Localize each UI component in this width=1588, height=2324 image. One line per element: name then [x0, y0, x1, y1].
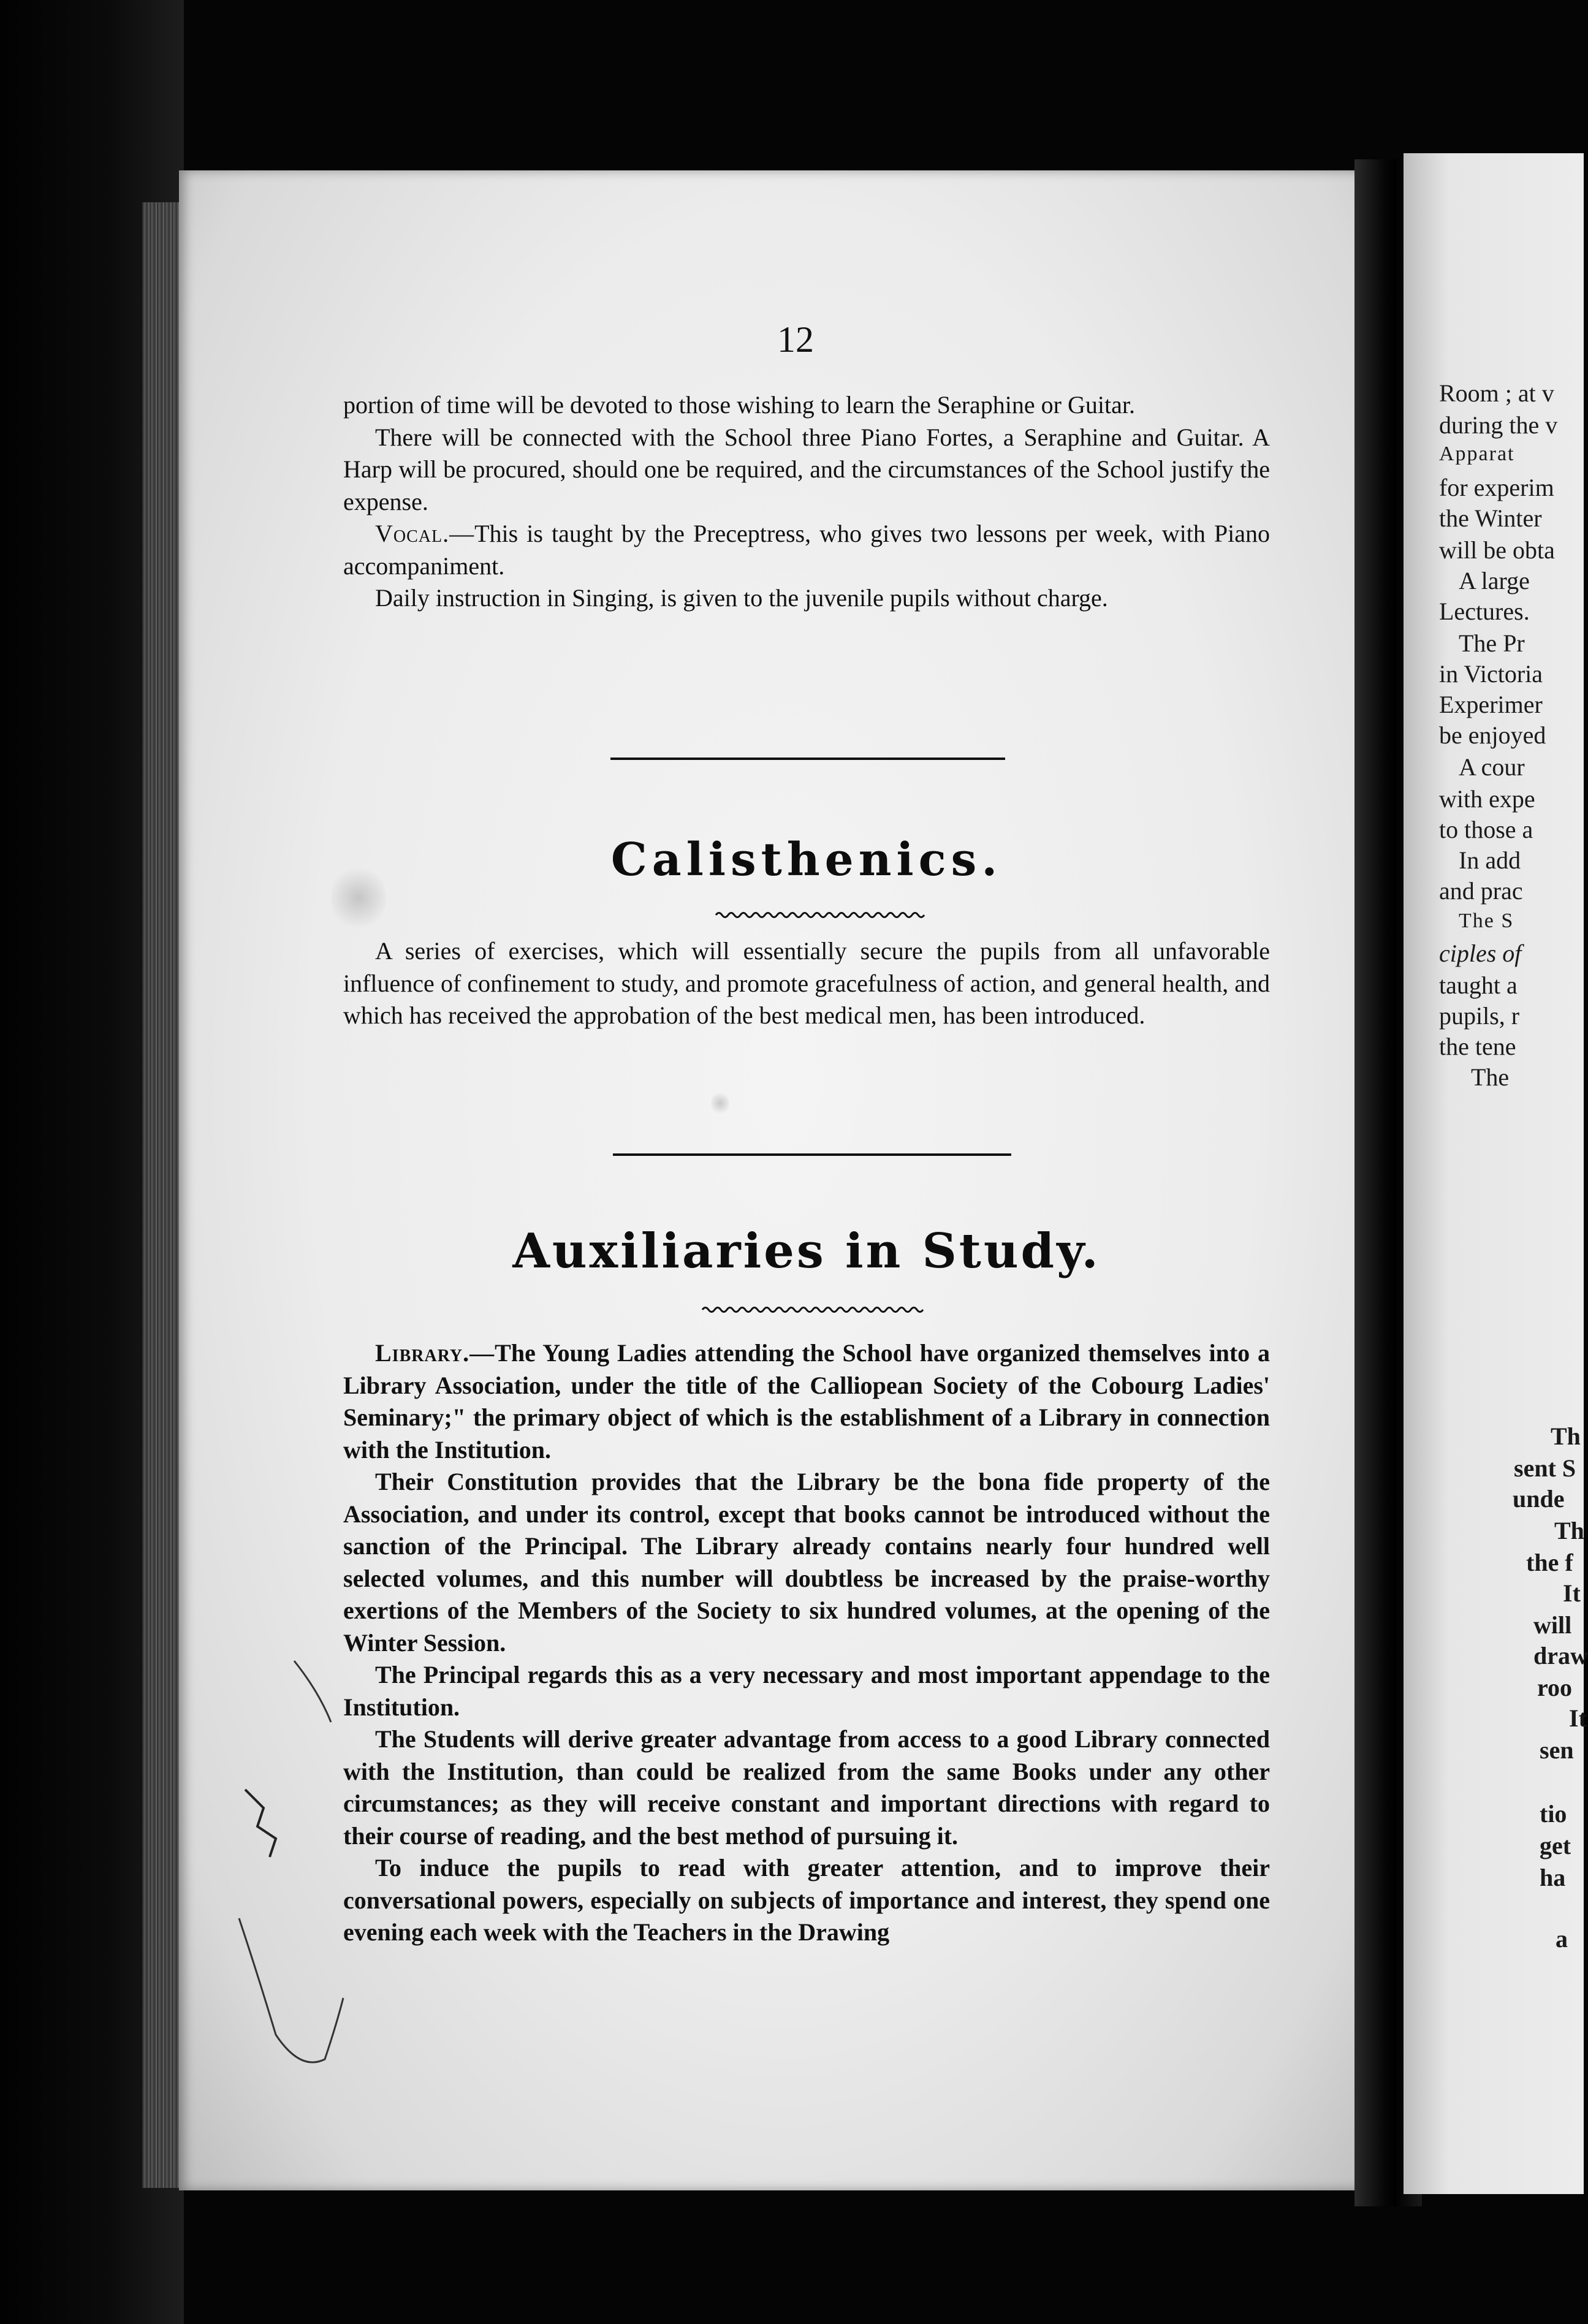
facing-page: [1404, 153, 1588, 2194]
facing-line: In add: [1459, 846, 1521, 874]
library-paragraph: The Students will derive greater advantage from access to a good Library connected with the Institution, than could be realized from the same Books under any other circumstances; as they will receive constant and important directions with regard to their course of reading, and the best method of pursuing it.: [343, 1725, 1270, 1850]
facing-line: ha: [1540, 1864, 1566, 1891]
facing-line: Th: [1554, 1517, 1584, 1544]
facing-line: Lectures.: [1439, 598, 1530, 625]
library-label: Library.—: [375, 1339, 495, 1367]
facing-line: Th: [1551, 1422, 1581, 1450]
facing-line: the f: [1526, 1549, 1573, 1576]
calisthenics-heading: Calisthenics.: [610, 834, 1003, 886]
section-divider: [613, 1153, 1011, 1156]
facing-line: The: [1471, 1063, 1510, 1091]
music-paragraph: Daily instruction in Singing, is given to the juvenile pupils without charge.: [375, 584, 1108, 612]
facing-line: sent S: [1514, 1454, 1576, 1482]
facing-line: during the v: [1439, 411, 1558, 439]
auxiliaries-heading: Auxiliaries in Study.: [512, 1223, 1101, 1279]
facing-line: in Victoria: [1439, 660, 1543, 688]
facing-line: pupils, r: [1439, 1002, 1520, 1030]
vocal-text: This is taught by the Preceptress, who gives two lessons per week, with Piano accompaniment.: [343, 520, 1270, 580]
facing-line: Apparat: [1439, 442, 1515, 465]
calisthenics-paragraph: A series of exercises, which will essentially secure the pupils from all unfavorable influence of confinement to study, and promote gracefulness of action, and general health, and which has received the approbation of the best medical men, has been introduced.: [343, 937, 1270, 1029]
library-text: The Young Ladies attending the School have organized themselves into a Library Association, under the title of the Calliopean Society of the Cobourg Ladies' Seminary;" the primary object of which is the establishment of a Library in connection with the Institution.: [343, 1339, 1270, 1464]
facing-line: It: [1563, 1579, 1581, 1607]
heading-ornament: [702, 1305, 923, 1314]
library-paragraph: [343, 1337, 1270, 1466]
facing-line: and prac: [1439, 877, 1523, 905]
page-number: 12: [777, 319, 814, 360]
facing-line: a: [1556, 1925, 1568, 1953]
calisthenics-section: [343, 935, 1270, 1032]
section-divider: [610, 758, 1005, 760]
facing-line: It: [1569, 1704, 1587, 1732]
library-paragraph: To induce the pupils to read with greater attention, and to improve their conversational powers, especially on subjects of importance and interest, they spend one evening each week with the Teachers in the Drawing: [343, 1854, 1270, 1946]
facing-line: Experimer: [1439, 691, 1543, 718]
vocal-label: Vocal.—: [375, 520, 475, 547]
music-paragraph: portion of time will be devoted to those wishing to learn the Seraphine or Guitar.: [343, 391, 1135, 419]
facing-line: unde: [1513, 1485, 1565, 1513]
facing-line: will: [1533, 1611, 1572, 1639]
library-paragraph: The Principal regards this as a very necessary and most important appendage to the Institution.: [343, 1661, 1270, 1721]
facing-line: Room ; at v: [1439, 379, 1554, 407]
facing-line: for experim: [1439, 474, 1554, 501]
library-paragraph: Their Constitution provides that the Library be the bona fide property of the Association, and under its control, except that books cannot be introduced without the sanction of the Principal. The Library already contains nearly four hundred well selected volumes, and this number will doubtless be increased by the praise-worthy exertions of the Members of the Society to six hundred volumes, at the opening of the Winter Session.: [343, 1468, 1270, 1657]
facing-line: ciples of: [1439, 940, 1522, 967]
library-section: [343, 1337, 1270, 1949]
facing-line: A cour: [1459, 753, 1525, 781]
facing-line: the Winter: [1439, 504, 1542, 532]
facing-line: be enjoyed: [1439, 721, 1546, 749]
facing-line: to those a: [1439, 816, 1533, 843]
heading-ornament: [716, 911, 924, 919]
facing-line: A large: [1459, 567, 1530, 594]
music-paragraph: There will be connected with the School three Piano Fortes, a Seraphine and Guitar. A Harp will be procured, should one be required, and the circumstances of the School justify the expense.: [343, 423, 1270, 515]
music-section: [343, 389, 1270, 615]
facing-line: will be obta: [1439, 536, 1555, 564]
facing-line: tio: [1540, 1800, 1567, 1828]
facing-line: draw: [1533, 1642, 1588, 1669]
facing-line: The S: [1459, 909, 1514, 932]
facing-line: with expe: [1439, 785, 1535, 813]
facing-line: sen: [1540, 1736, 1574, 1764]
facing-line: roo: [1537, 1674, 1573, 1701]
facing-line: taught a: [1439, 971, 1518, 999]
facing-line: get: [1540, 1832, 1571, 1859]
margin-pencil-marks: [221, 1655, 380, 2084]
vocal-paragraph: [343, 518, 1270, 582]
facing-line: the tene: [1439, 1033, 1516, 1060]
paper-speck: [711, 1091, 729, 1115]
facing-line: The Pr: [1459, 629, 1525, 657]
